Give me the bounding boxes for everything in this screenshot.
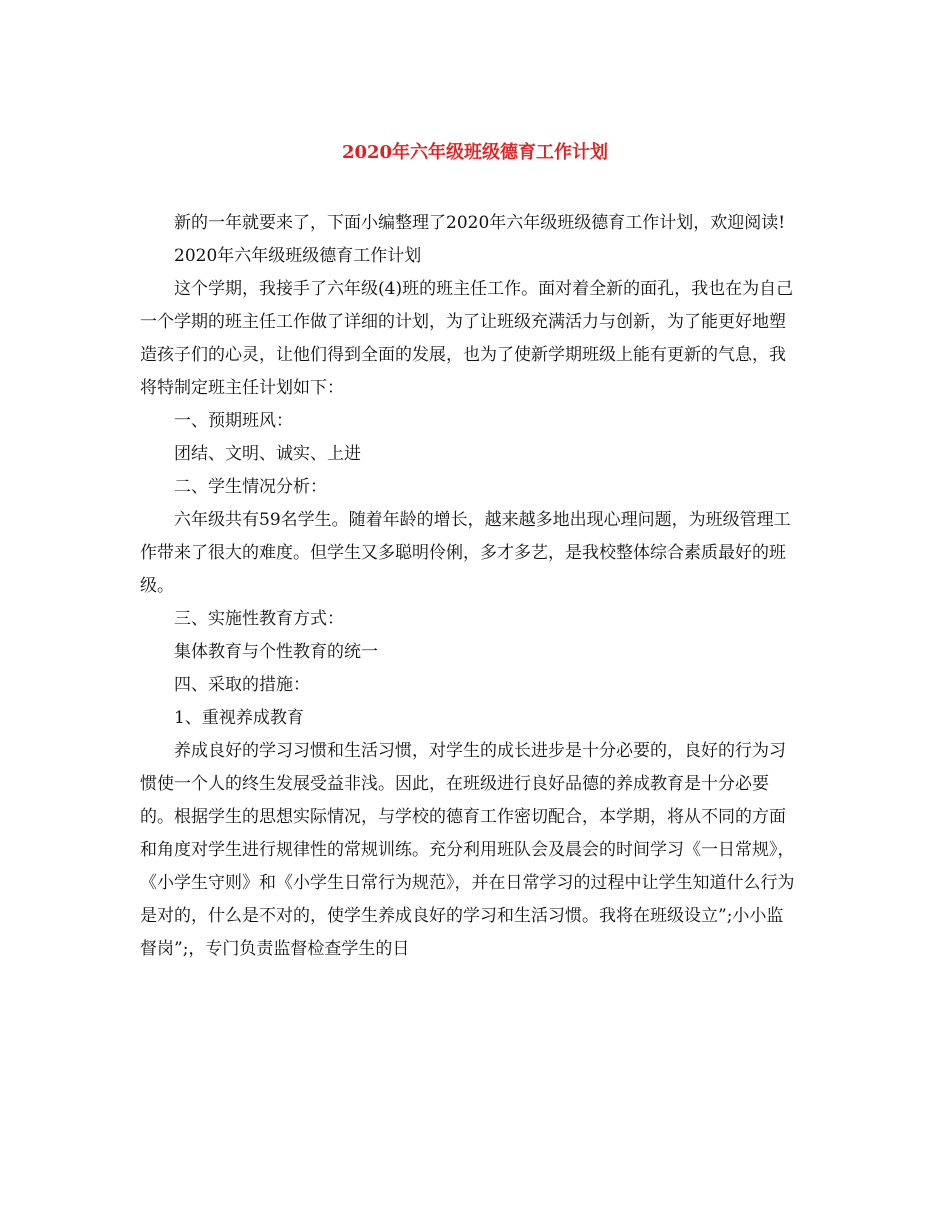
section-heading-class-style: 一、预期班风： — [174, 411, 293, 431]
paragraph-student-analysis: 六年级共有59名学生。随着年龄的增长，越来越多地出现心理问题，为班级管理工作带来了很大的难度。但学生又多聪明伶俐，多才多艺，是我校整体综合素质最好的班级。 — [140, 510, 791, 596]
paragraph-education-method: 集体教育与个性教育的统一 — [174, 642, 378, 662]
paragraph-preface: 这个学期，我接手了六年级(4)班的班主任工作。面对着全新的面孔，我也在为自己一个学期的班主任工作做了详细的计划，为了让班级充满活力与创新，为了能更好地塑造孩子们的心灵，让他们得到全面的发展，也为了使新学期班级上能有更新的气息，我将特制定班主任计划如下： — [140, 279, 794, 398]
paragraph-class-style: 团结、文明、诚实、上进 — [174, 444, 361, 464]
paragraph-intro: 新的一年就要来了，下面小编整理了2020年六年级班级德育工作计划，欢迎阅读! — [174, 213, 786, 233]
section-heading-measures: 四、采取的措施： — [174, 675, 310, 695]
document-body — [140, 207, 800, 966]
subheading-habit-education: 1、重视养成教育 — [174, 708, 304, 728]
section-heading-education-method: 三、实施性教育方式： — [174, 609, 344, 629]
document-title: 2020年六年级班级德育工作计划 — [341, 142, 609, 163]
section-heading-student-analysis: 二、学生情况分析： — [174, 477, 327, 497]
paragraph-habit-education: 养成良好的学习习惯和生活习惯，对学生的成长进步是十分必要的，良好的行为习惯使一个人的终生发展受益非浅。因此，在班级进行良好品德的养成教育是十分必要的。根据学生的思想实际情况，与学校的德育工作密切配合，本学期，将从不同的方面和角度对学生进行规律性的常规训练。充分利用班队会及晨会的时间学习《一日常规》，《小学生守则》和《小学生日常行为规范》，并在日常学习的过程中让学生知道什么行为是对的，什么是不对的，使学生养成良好的学习和生活习惯。我将在班级设立”;小小监督岗”;，专门负责监督检查学生的日 — [140, 741, 795, 959]
paragraph-subtitle: 2020年六年级班级德育工作计划 — [174, 246, 422, 266]
